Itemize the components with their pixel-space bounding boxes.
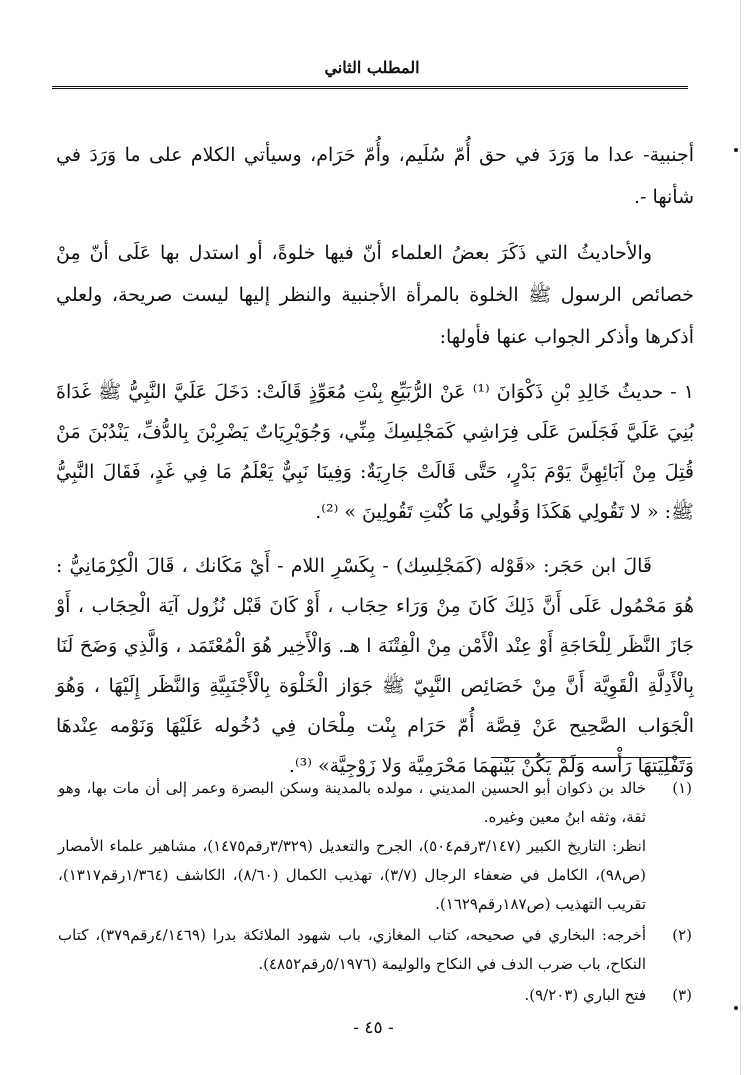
footnote-number: (٢): [672, 926, 692, 944]
page-number: - ٤٥ -: [353, 1018, 394, 1038]
paragraph-2: والأحاديثُ التي ذَكَرَ بعضُ العلماء أنّ فيها خلوةً، أو استدل بها عَلَى أنّ مِنْ خصائص الرسول ﷺ الخلوة بالمرأة الأجنبية والنظر إليها ليست صريحة، ولعلي أذكرها وأذكر الجواب عنها فأولها:: [56, 242, 694, 348]
margin-mark: [734, 1006, 738, 1010]
page-edge-line: [740, 0, 741, 1075]
margin-mark: [734, 148, 738, 152]
ibn-hajar-quote: قَالَ ابن حَجَر: «قَوْله (كَمَجْلِسِك) - بِكَسْرِ اللام - أَيْ مَكَانك ، قَالَ الْكِرْمَانِيُّ : هُوَ مَحْمُول عَلَى أَنَّ ذَلِكَ كَانَ مِنْ وَرَاء حِجَاب ، أَوْ كَانَ قَبْل نُزُول آيَة الْحِجَاب ، أَوْ جَازَ النَّظَر لِلْحَاجَةِ أَوْ عِنْد الْأَمْن مِنْ الْفِتْنَة ا هـ. وَالْأَخِير هُوَ الْمُعْتَمَد ، وَالَّذِي وَضَحَ لَنَا بِالْأَدِلَّةِ الْقَوِيَّة أَنَّ مِنْ خَصَائِص النَّبِيّ ﷺ جَوَاز الْخَلْوَة بِالْأَجْنَبِيَّةِ وَالنَّظَر إِلَيْهَا ، وَهُوَ الْجَوَاب الصَّحِيح عَنْ قِصَّة أُمّ حَرَام بِنْت مِلْحَان فِي دُخُوله عَلَيْهَا وَنَوْمه عِنْدهَا وَتَفْلِيَتهَا رَأْسه وَلَمْ يَكُنْ بَيْنهمَا مَحْرَمِيَّة وَلا زَوْجِيَّة» ⁽³⁾.: [56, 555, 694, 777]
page-title: المطلب الثاني: [324, 58, 420, 77]
footnote-3: [58, 981, 692, 1010]
footnote-2: [58, 921, 692, 979]
footnotes: [58, 774, 692, 1012]
footnote-text: أخرجه: البخاري في صحيحه، كتاب المغازي، باب شهود الملائكة بدرا (٤/١٤٦٩رقم٣٧٩)، كتاب النكاح، باب ضرب الدف في النكاح والوليمة (٥/١٩٧٦رقم٤٨٥٢).: [58, 926, 646, 973]
footnote-text: انظر: التاريخ الكبير (٣/١٤٧رقم٥٠٤)، الجرح والتعديل (٣/٣٢٩رقم١٤٧٥)، مشاهير علماء الأمصار (ص٩٨)، الكامل في ضعفاء الرجال (٣/٧)، تهذيب الكمال (٨/٦٠)، الكاشف (١/٣٦٤رقم١٣١٧)، تقريب التهذيب (ص١٨٧رقم١٦٢٩).: [58, 837, 646, 913]
footnote-divider: [491, 757, 691, 758]
footnote-text: فتح الباري (٩/٢٠٣).: [524, 986, 646, 1004]
footnote-1: [58, 774, 692, 919]
footnote-number: (١): [672, 779, 692, 797]
header-divider: [52, 86, 688, 89]
main-text: [56, 134, 694, 800]
footnote-number: (٣): [672, 986, 692, 1004]
footnote-text: خالد بن ذكوان أبو الحسين المديني ، مولده بالمدينة وسكن البصرة وعمر إلى أن مات بها، وهو ثقة، وثقه ابنُ معين وغيره.: [58, 779, 646, 826]
hadith-paragraph: ١ - حديثُ خَالِدِ بْنِ ذَكْوَانَ ⁽¹⁾ عَنْ الرُّبَيِّعِ بِنْتِ مُعَوِّذٍ قَالَتْ: دَخَلَ عَلَيَّ النَّبِيُّ ﷺ غَدَاةَ بُنِيَ عَلَيَّ فَجَلَسَ عَلَى فِرَاشِي كَمَجْلِسِكَ مِنِّي، وَجُوَيْرِيَاتٌ يَضْرِبْنَ بِالدُّفِّ، يَنْدُبْنَ مَنْ قُتِلَ مِنْ آبَائِهِنَّ يَوْمَ بَدْرٍ، حَتَّى قَالَتْ جَارِيَةٌ: وَفِينَا نَبِيٌّ يَعْلَمُ مَا فِي غَدٍ، فَقَالَ النَّبِيُّ ﷺ: « لا تَقُولِي هَكَذَا وَقُولِي مَا كُنْتِ تَقُولِينَ » ⁽²⁾.: [56, 381, 694, 523]
paragraph-1: أجنبية- عدا ما وَرَدَ في حق أُمّ سُلَيم، وأُمّ حَرَام، وسيأتي الكلام على ما وَرَدَ في شأنها -.: [56, 144, 694, 208]
